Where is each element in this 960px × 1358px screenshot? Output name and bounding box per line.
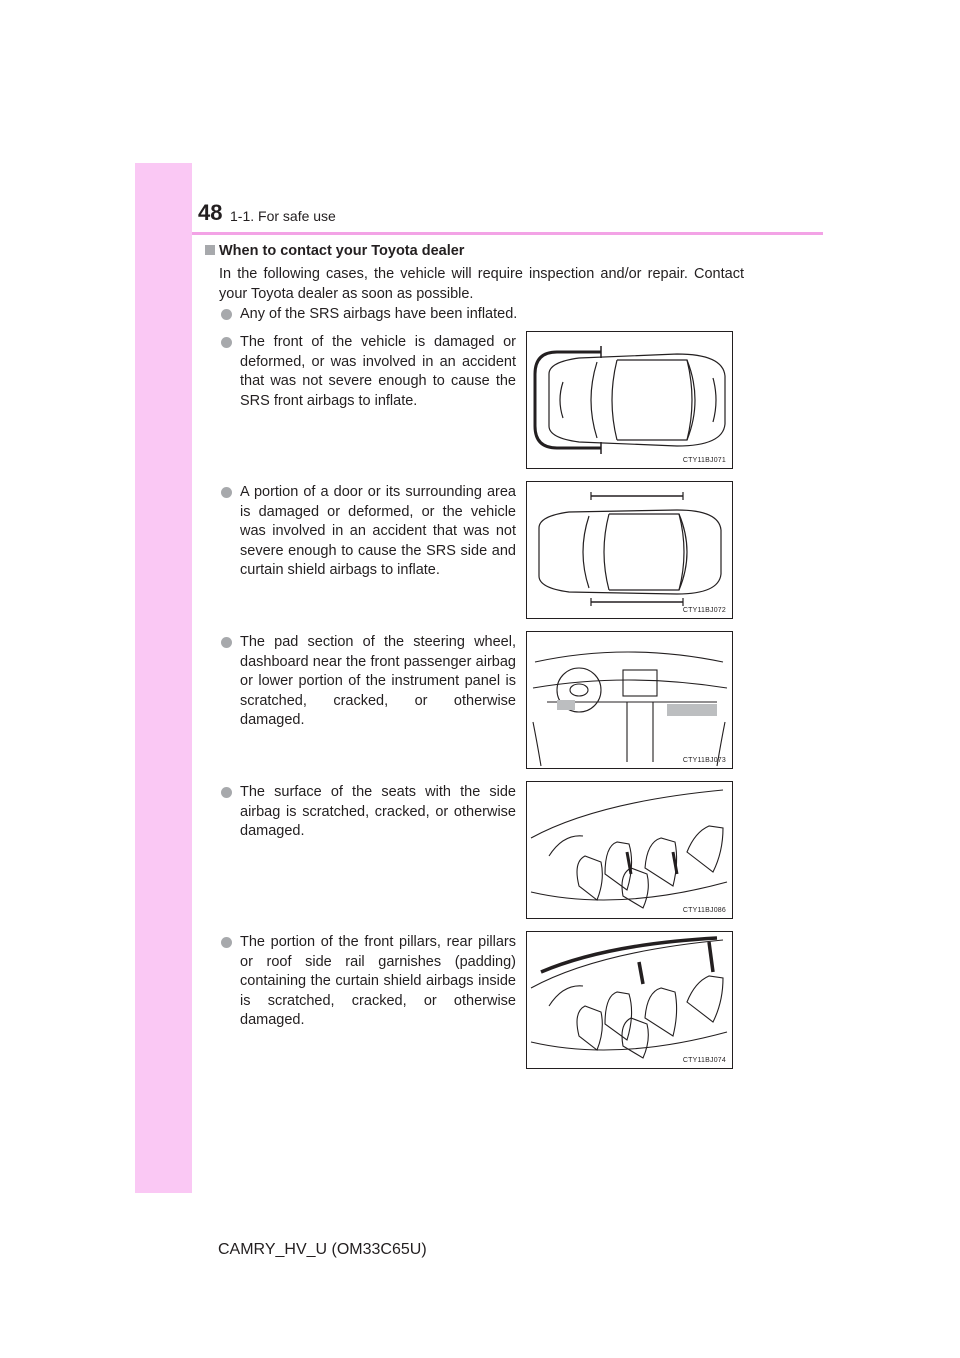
bullet-dot-icon bbox=[221, 937, 232, 948]
car-top-view-side-damage-illustration bbox=[526, 481, 733, 619]
intro-paragraph: In the following cases, the vehicle will require inspection and/or repair. Contact your Toyota dealer as soon as possible. bbox=[219, 266, 744, 302]
bullet-dot-icon bbox=[221, 309, 232, 320]
section-title: 1-1. For safe use bbox=[230, 208, 336, 224]
bullet-text: The portion of the front pillars, rear pillars or roof side rail garnishes (padding) containing the curtain shield airbags inside is scratched, cracked, or otherwise damaged. bbox=[240, 934, 516, 1028]
figure-code: CTY11BJ073 bbox=[682, 757, 726, 764]
bullet-dot-icon bbox=[221, 787, 232, 798]
figure-code: CTY11BJ071 bbox=[682, 457, 726, 464]
bullet-text: A portion of a door or its surrounding area is damaged or deformed, or the vehicle was involved in an accident that was not severe enough to cause the SRS side and curtain shield airbags to inflate. bbox=[240, 484, 516, 578]
bullet-text: The pad section of the steering wheel, dashboard near the front passenger airbag or lower portion of the instrument panel is scratched, cracked, or otherwise damaged. bbox=[240, 634, 516, 728]
car-top-view-front-damage-illustration bbox=[526, 331, 733, 469]
bullet-item bbox=[221, 333, 516, 411]
subheading bbox=[205, 243, 464, 259]
bullet-dot-icon bbox=[221, 637, 232, 648]
bullet-dot-icon bbox=[221, 337, 232, 348]
page-number: 48 bbox=[198, 200, 223, 225]
interior-curtain-airbag-illustration bbox=[526, 931, 733, 1069]
bullet-item bbox=[221, 783, 516, 842]
bullet-item bbox=[221, 633, 516, 731]
bullet-item bbox=[221, 305, 621, 325]
header-rule bbox=[192, 232, 823, 235]
bullet-text: The surface of the seats with the side airbag is scratched, cracked, or otherwise damaged. bbox=[240, 784, 516, 839]
bullet-text: The front of the vehicle is damaged or deformed, or was involved in an accident that was not severe enough to cause the SRS front airbags to inflate. bbox=[240, 334, 516, 409]
figure-code: CTY11BJ072 bbox=[682, 607, 726, 614]
bullet-item bbox=[221, 933, 516, 1031]
bullet-item bbox=[221, 483, 516, 581]
interior-seats-side-airbag-illustration bbox=[526, 781, 733, 919]
bullet-text: Any of the SRS airbags have been inflated. bbox=[240, 306, 518, 322]
chapter-sidebar-tab bbox=[135, 163, 192, 1193]
dashboard-airbag-areas-illustration bbox=[526, 631, 733, 769]
square-bullet-icon bbox=[205, 245, 215, 255]
bullet-dot-icon bbox=[221, 487, 232, 498]
subheading-text: When to contact your Toyota dealer bbox=[219, 243, 465, 259]
figure-code: CTY11BJ074 bbox=[682, 1057, 726, 1064]
figure-code: CTY11BJ086 bbox=[682, 907, 726, 914]
manual-code-footer: CAMRY_HV_U (OM33C65U) bbox=[218, 1241, 427, 1258]
